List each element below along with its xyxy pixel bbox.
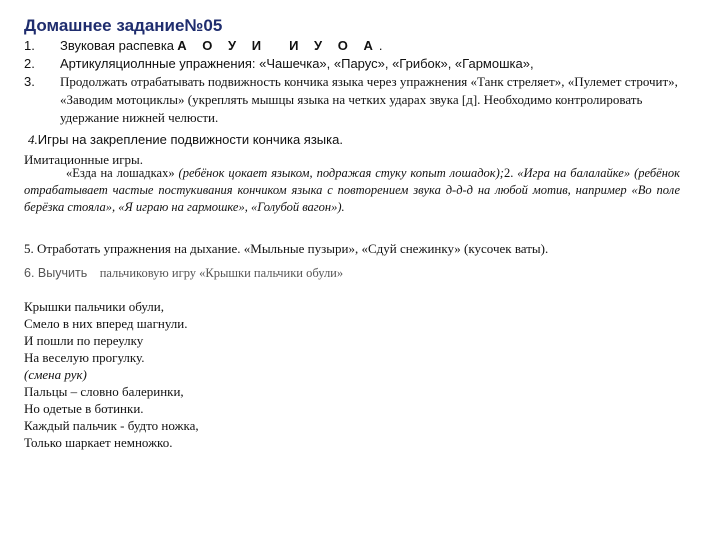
poem xyxy=(24,298,424,451)
vowel-sequence-1: А О У И xyxy=(177,38,268,53)
poem-line: Пальцы – словно балеринки, xyxy=(24,384,184,399)
game-1-name: «Езда на лошадках» xyxy=(66,166,175,180)
poem-line: Смело в них вперед шагнули. xyxy=(24,316,188,331)
section-6-text: пальчиковую игру «Крышки пальчики обули» xyxy=(99,266,344,280)
list-number: 2. xyxy=(24,56,35,71)
list-item-label: Звуковая распевка xyxy=(60,38,175,53)
list-number: 1. xyxy=(24,38,35,53)
list-item-3 xyxy=(24,73,704,127)
poem-stage-note: (смена рук) xyxy=(24,367,87,382)
poem-line: На веселую прогулку. xyxy=(24,350,145,365)
list-item-2 xyxy=(24,55,704,73)
list-item-text: Артикуляциолнные упражнения: «Чашечка», «Парус», «Грибок», «Гармошка», xyxy=(60,56,534,71)
vowel-sequence-2: И У О А xyxy=(289,38,379,53)
section-4-text: Игры на закрепление подвижности кончика языка. xyxy=(37,132,343,147)
game-2-name: «Игра на балалайке» xyxy=(517,166,631,180)
section-4 xyxy=(24,131,684,148)
games-description xyxy=(24,165,680,216)
poem-line: Крышки пальчики обули, xyxy=(24,299,164,314)
imitation-games-heading: Имитационные игры. xyxy=(24,152,144,167)
list-item-end: . xyxy=(378,38,383,53)
poem-line: И пошли по переулку xyxy=(24,333,144,348)
task-list xyxy=(24,37,704,127)
list-item-text: Продолжать отрабатывать подвижность кончика языка через упражнения «Танк стреляет», «Пулемет строчит», «Заводим мотоциклы» (укреплять мышцы языка на четких ударах звука [д]. Необходимо контролировать удержание нижней челюсти. xyxy=(60,74,678,125)
poem-line: Каждый пальчик - будто ножка, xyxy=(24,418,199,433)
game-2-number: 2. xyxy=(503,166,514,180)
section-6 xyxy=(24,265,684,282)
list-item-1 xyxy=(24,37,704,55)
list-number: 3. xyxy=(24,74,35,89)
poem-line: Только шаркает немножко. xyxy=(24,435,173,450)
section-4-number: 4. xyxy=(28,132,38,147)
section-5: 5. Отработать упражнения на дыхание. «Мыльные пузыри», «Сдуй снежинку» (кусочек ваты). xyxy=(24,241,549,256)
game-2-description: (ребёнок отрабатывает частые постукивания кончиком языка с повторением звука д-д-д на любой мотив, например «Во поле берёзка стояла», «Я играю на гармошке», «Голубой вагон»). xyxy=(24,166,681,214)
poem-line: Но одетые в ботинки. xyxy=(24,401,144,416)
page-title: Домашнее задание№05 xyxy=(24,16,223,35)
game-1-description: (ребёнок цокает языком, подражая стуку копыт лошадок); xyxy=(178,166,504,180)
section-6-label: 6. Выучить xyxy=(24,266,88,280)
